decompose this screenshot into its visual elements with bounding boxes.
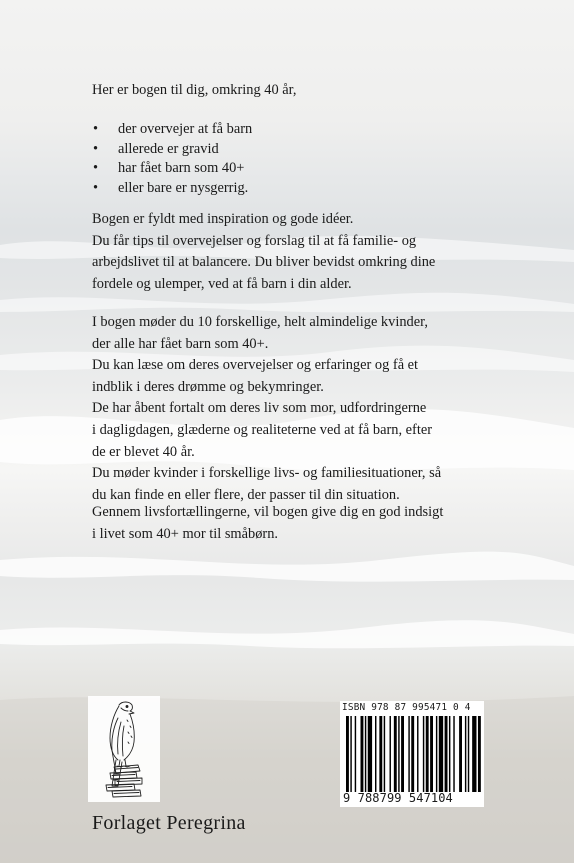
bullet-icon: • <box>93 121 99 137</box>
paragraph-line: Gennem livsfortællingerne, vil bogen give dig en god indsigt <box>92 504 444 520</box>
bullet-icon: • <box>93 140 99 157</box>
paragraph-line: Du får tips til overvejelser og forslag til at få familie- og <box>92 232 417 249</box>
bullet-icon: • <box>93 179 99 196</box>
paragraph-line: Du møder kvinder i forskellige livs- og familiesituationer, så <box>92 465 442 482</box>
bullet-list-block <box>92 119 512 197</box>
paragraph-line: Bogen er fyldt med inspiration og gode idéer. <box>92 211 354 227</box>
paragraph-line: du kan finde en eller flere, der passer til din situation. <box>92 486 400 503</box>
paragraph-line: De har åbent fortalt om deres liv som mor, udfordringerne <box>92 400 427 417</box>
list-item: • har fået barn som 40+ <box>92 158 512 178</box>
paragraph-line: der alle har fået barn som 40+. <box>92 335 269 352</box>
barcode-number: 9 788799 547104 <box>343 791 453 805</box>
paragraph-line: indblik i deres drømme og bekymringer. <box>92 378 324 395</box>
peregrine-falcon-logo-icon <box>88 696 160 802</box>
barcode-bars-icon <box>346 716 482 792</box>
paragraph-line: I bogen møder du 10 forskellige, helt almindelige kvinder, <box>92 314 428 330</box>
paragraph-line: i livet som 40+ mor til småbørn. <box>92 525 278 542</box>
bullet-icon: • <box>93 160 99 176</box>
publisher-name: Forlaget Peregrina <box>92 812 246 834</box>
paragraph-line: arbejdslivet til at balancere. Du bliver bevidst omkring dine <box>92 254 436 271</box>
paragraph-line: Du kan læse om deres overvejelser og erfaringer og få et <box>92 357 419 374</box>
paragraph-line: de er blevet 40 år. <box>92 443 195 460</box>
isbn-barcode <box>340 701 484 807</box>
intro-text <box>92 80 512 102</box>
paragraph-insight <box>92 502 512 545</box>
list-item: • allerede er gravid <box>92 139 512 159</box>
paragraph-women <box>92 312 512 506</box>
list-item: • eller bare er nysgerrig. <box>92 178 512 198</box>
paragraph-line: fordele og ulemper, ved at få barn i din alder. <box>92 275 352 292</box>
list-item: • der overvejer at få barn <box>92 119 512 139</box>
paragraph-inspiration <box>92 209 512 295</box>
intro-line: Her er bogen til dig, omkring 40 år, <box>92 82 297 98</box>
bullet-list <box>92 119 512 197</box>
paragraph-line: i dagligdagen, glæderne og realiteterne ved at få barn, efter <box>92 421 433 438</box>
isbn-label: ISBN 978 87 995471 0 4 <box>342 702 471 713</box>
